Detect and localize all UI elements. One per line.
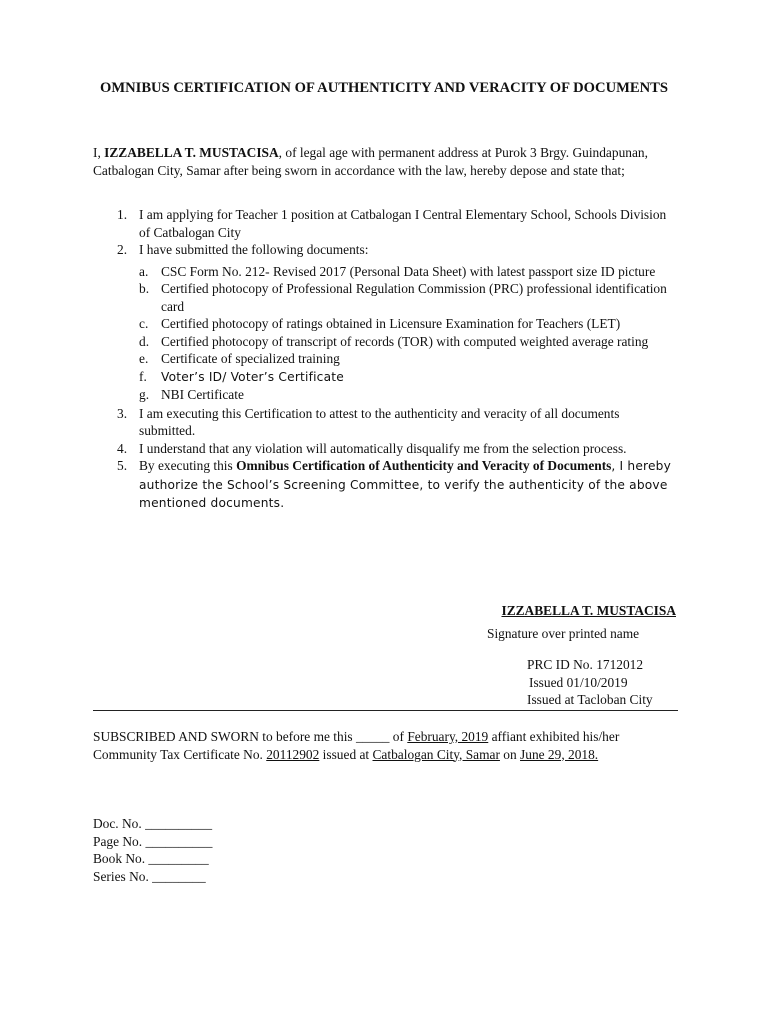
document-item [93, 386, 678, 404]
list-number: 5. [117, 458, 128, 473]
list-item-text-suffix: , I hereby authorize the School’s Screening Committee, to verify the authenticity of the above mentioned documents. [139, 459, 672, 510]
document-item [93, 315, 678, 333]
document-text: Certified photocopy of ratings obtained in Licensure Examination for Teachers (LET) [161, 316, 621, 331]
document-text: Voter’s ID/ Voter’s Certificate [161, 369, 344, 384]
document-letter: g. [139, 387, 150, 402]
series-no: Series No. ________ [93, 868, 206, 884]
list-item-text-prefix: By executing this [139, 458, 237, 473]
document-item [93, 263, 678, 281]
document-letter: d. [139, 333, 150, 349]
jurat-text: affiant exhibited his/her Community Tax Certificate No. [93, 729, 620, 762]
statement-list [93, 206, 678, 513]
list-item [93, 241, 678, 259]
document-text: Certificate of specialized training [161, 351, 340, 366]
signatory-name: IZZABELLA T. MUSTACISA [501, 603, 676, 618]
document-letter: c. [139, 316, 149, 331]
prc-issued-date: Issued 01/10/2019 [529, 674, 628, 690]
document-text: Certified photocopy of transcript of records (TOR) with computed weighted average rating [161, 333, 649, 349]
prc-issued-place: Issued at Tacloban City [527, 692, 653, 707]
jurat-text: on [499, 746, 521, 762]
affiant-name: IZZABELLA T. MUSTACISA [104, 145, 279, 160]
list-number: 3. [117, 405, 128, 421]
jurat-text: SUBSCRIBED AND SWORN to before me this _____ of [93, 729, 408, 744]
document-letter: b. [139, 281, 150, 296]
jurat-paragraph [93, 728, 678, 763]
list-item [93, 206, 678, 241]
prc-details [527, 656, 653, 709]
list-number: 1. [117, 207, 128, 222]
document-text: CSC Form No. 212- Revised 2017 (Personal Data Sheet) with latest passport size ID picture [161, 263, 656, 279]
intro-text: , of legal age with permanent address at Purok 3 Brgy. Guindapunan, Catbalogan City, Samar after being sworn in accordance with the law, hereby depose and state that; [93, 145, 648, 178]
document-item [93, 333, 678, 351]
certification-name: Omnibus Certification of Authenticity and Veracity of Documents [236, 458, 612, 473]
list-number: 2. [117, 242, 128, 257]
document-item [93, 368, 678, 387]
signature-caption: Signature over printed name [487, 626, 640, 641]
list-item [93, 405, 678, 440]
ctc-place: Catbalogan City, Samar [372, 746, 500, 762]
list-item-text: I am executing this Certification to attest to the authenticity and veracity of all documents submitted. [139, 405, 620, 438]
document-letter: f. [139, 368, 147, 384]
intro-paragraph [93, 144, 673, 179]
divider [93, 710, 678, 711]
list-item-text: I understand that any violation will automatically disqualify me from the selection process. [139, 440, 627, 456]
jurat-text: issued at [319, 746, 373, 762]
documents-sublist [93, 263, 678, 404]
document-letter: a. [139, 263, 149, 279]
list-item [93, 440, 678, 458]
document-item [93, 350, 678, 368]
document-item [93, 280, 678, 315]
list-item-text: I have submitted the following documents: [139, 242, 369, 257]
intro-prefix: I, [93, 145, 105, 160]
document-text: Certified photocopy of Professional Regulation Commission (PRC) professional identification card [161, 281, 667, 314]
jurat-date: February, 2019 [407, 729, 489, 744]
book-no: Book No. _________ [93, 851, 209, 866]
document-title: OMNIBUS CERTIFICATION OF AUTHENTICITY AND VERACITY OF DOCUMENTS [99, 80, 669, 96]
prc-id: PRC ID No. 1712012 [527, 657, 644, 672]
list-number: 4. [117, 440, 128, 456]
list-item-text: I am applying for Teacher 1 position at Catbalogan I Central Elementary School, Schools Division of Catbalogan City [139, 207, 667, 240]
ctc-date: June 29, 2018. [520, 746, 599, 762]
page-no: Page No. __________ [93, 833, 213, 849]
document-text: NBI Certificate [161, 387, 244, 402]
doc-no: Doc. No. __________ [93, 816, 213, 831]
ctc-number: 20112902 [266, 746, 320, 762]
notarial-register [93, 815, 212, 885]
list-item [93, 457, 678, 513]
document-letter: e. [139, 351, 149, 366]
